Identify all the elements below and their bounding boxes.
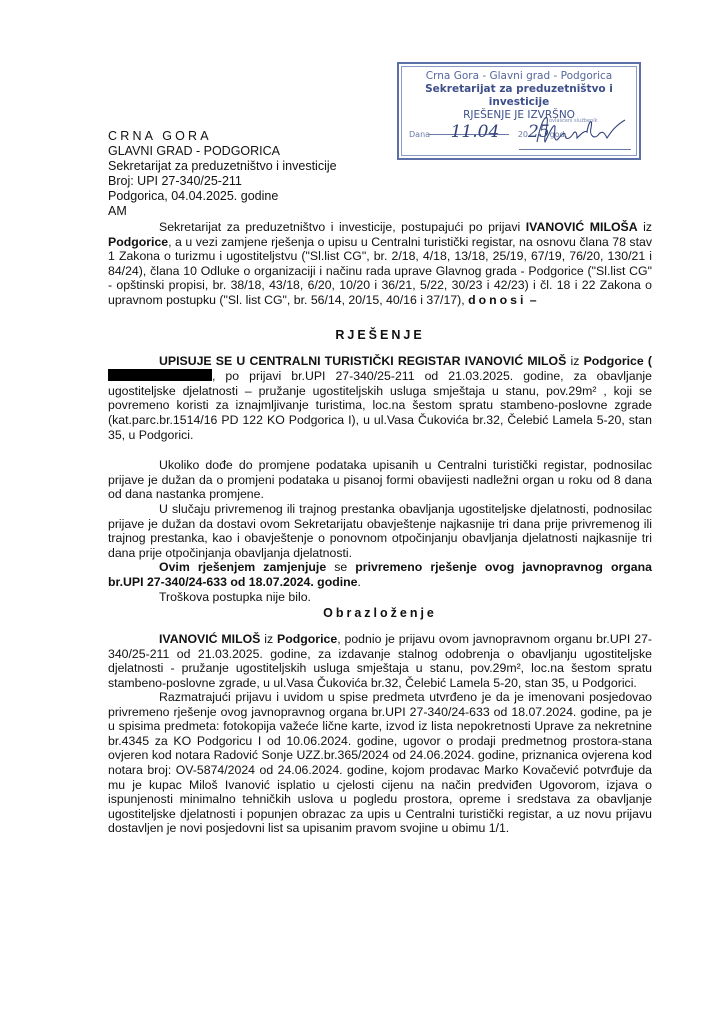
text-segment: iz [637,220,653,234]
decision-paragraph-3 [108,502,652,560]
text-segment: , a u vezi zamjene rješenja o upisu u Centralni turistički registar, na osnovu člana 78 stav 1 Zakona o turizmu i ugostiteljstvu ("Sl.list CG", br. 2/18, 4/18, 13/18, 25/19, 67/19, 76/20, 130/21 i 84/24), člana 10 Odluke o organizaciji i načinu rada uprave Glavnog grada - Podgorice ("Sl.list CG" - opštinski propisi, br. 38/18, 43/18, 6/20, 10/20 i 36/21, 5/22, 30/23 i 42/23) i čl. 18 i 22 Zakona o upravnom postupku ("Sl. list CG", br. 56/14, 20/15, 40/16 i 37/17), [108,234,652,307]
text-segment: se [326,560,356,574]
header-country: CRNA GORA [108,129,212,143]
header-city: GLAVNI GRAD - PODGORICA [108,144,281,158]
text-segment: Troškova postupka nije bilo. [159,590,311,604]
stamp-official-label: ovlašćeni službenik [549,118,598,124]
text-segment: Ovim rješenjem zamjenjuje [159,560,327,574]
stamp-signature-line [519,149,631,150]
stamp-year-suffix: god. [549,130,568,139]
text-segment: Razmatrajući prijavu i uvidom u spise predmeta utvrđeno je da je imenovani posjedovao privremeno rješenje ovog javnopravnog organa br.UPI 27-340/24-633 od 18.07.2024. godine, pa je u spisima predmeta: fotokopija važeće lične karte, izvod iz lista nepokretnosti Uprave za nekretnine br.4345 za KO Podgoricu I od 10.06.2024. godine, ugovor o prodaji predmetnog prostora-stana ovjeren kod notara Radović Sonje UZZ.br.365/2024 od 24.06.2024. godine, priznanica ovjerena kod notara broj: OV-5874/2024 od 24.06.2024. godine, kojom prodavac Marko Kovačević potvrđuje da mu je kupac Miloš Ivanović isplatio u cjelosti cijenu na način predviđen Ugovorom, izjava o ispunjenosti minimalno tehničkih uslova u pogledu prostora, opreme i sredstava za obavljanje ugostiteljske djelatnosti i popunjen obrazac za upis u Centralni turistički registar, a uz novu prijavu dostavljen je novi posjedovni list sa upisanim pravom svojine u obimu 1/1. [108,690,652,836]
executable-stamp [397,62,641,160]
text-segment: iz [260,632,278,646]
text-segment: IVANOVIĆ MILOŠ [159,632,261,646]
stamp-year-value: 25 [528,122,550,142]
text-segment: , po prijavi br.UPI 27-340/25-211 od 21.03.2025. godine, za obavljanje ugostiteljske djelatnosti – pružanje ugostiteljskih usluga smještaja u stanu, pov.29m² , koji se povremeno koristi za iznajmljivanje turistima, loc.na šestom spratu stambeno-poslovne zgrade (kat.parc.br.1514/16 PD 122 KO Podgorica I), u ul.Vasa Čukovića br.32, Čelebić Lamela 5-20, stan 35, u Podgorici. [108,368,652,442]
decision-paragraph-4 [108,560,652,589]
text-segment: Podgorice [108,234,169,249]
stamp-line-1: Crna Gora - Glavni grad - Podgorica [425,70,613,82]
text-segment: . [357,574,361,589]
text-segment: Ukoliko dođe do promjene podataka upisanih u Centralni turistički registar, podnosilac prijave je dužan da o promjeni podataka u pisanoj formi obavijesti nadležni organ u roku od 8 dana od dana nastanka promjene. [108,458,652,502]
text-segment: iz [566,354,584,368]
text-segment: Podgorice [277,632,338,646]
redaction-bar [108,369,212,381]
reasoning-paragraph-2 [108,690,652,836]
reasoning-paragraph-1 [108,632,652,690]
text-segment: , podnio je prijavu ovom javnopravnom organu br.UPI 27-340/25-211 od 21.03.2025. godine, za izdavanje stalnog odobrenja o obavljanju ugostiteljske djelatnosti - pružanje ugostiteljskih usluga smještaja u stanu, pov.29m², loc.na šestom spratu stambeno-poslovne zgrade, u ul.Vasa Čukovića br.32, Čelebić Lamela 5-20, stan 35, u Podgorici. [108,632,653,690]
text-segment: U slučaju privremenog ili trajnog prestanka obavljanja ugostiteljske djelatnosti, podnosilac prijave je dužan da dostavi ovom Sekretarijatu obavještenje najkasnije tri dana prije privremenog ili trajnog prestanka, kao i obavještenje o ponovnom otpočinjanju obavljanja djelatnosti najkasnije tri dana prije otpočinjanja obavljanja djelatnosti. [108,502,652,560]
stamp-line-3: RJEŠENJE JE IZVRŠNO [463,109,575,121]
header-number: Broj: UPI 27-340/25-211 [108,174,242,188]
stamp-date-value: 11.04 [450,122,500,142]
decision-title: RJEŠENJE [335,328,425,342]
header-initials: AM [108,204,127,218]
text-segment: privremeno rješenje ovog javnopravnog organa br.UPI 27-340/24-633 od 18.07.2024. godine [108,560,652,589]
text-segment: UPISUJE SE U CENTRALNI TURISTIČKI REGISTAR IVANOVIĆ MILOŠ [159,354,567,368]
decision-paragraph-2 [108,458,652,502]
text-segment: – [526,292,537,307]
reasoning-title: Obrazloženje [323,606,437,620]
decision-paragraph-5 [108,590,652,605]
header-department: Sekretarijat za preduzetništvo i investicije [108,159,337,173]
decision-paragraph-1 [108,354,652,443]
stamp-year-prefix: 20 [517,130,528,139]
text-segment: Podgorice ( [583,354,652,368]
stamp-date-label: Dana [409,130,431,139]
intro-paragraph [108,220,652,308]
handwritten-signature [529,112,629,148]
stamp-line-2: Sekretarijat za preduzetništvo i investicije [425,83,613,108]
text-segment: IVANOVIĆ MILOŠA [525,220,638,234]
text-segment: donosi [468,292,527,307]
document-header [108,129,337,219]
text-segment: Sekretarijat za preduzetništvo i investicije, postupajući po prijavi [159,220,526,234]
header-place-date: Podgorica, 04.04.2025. godine [108,189,279,203]
